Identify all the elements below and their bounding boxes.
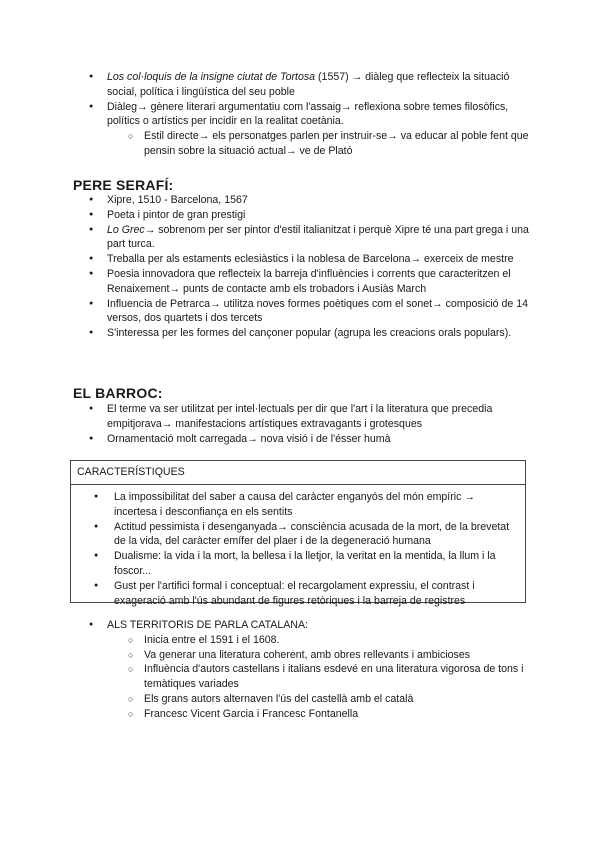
list-item: ● Los col·loquis de la insigne ciutat de Tortosa (1557) → diàleg que reflecteix la situació social, política i lingüística del seu poble (0, 70, 530, 100)
section-heading-barroc: EL BARROC: (73, 385, 163, 401)
list-item: ● El terme va ser utilitzat per intel·lectuals per dir que l'art i la literatura que precedia empitjorava→ manifestacions artístiques extravagants i grotesques (0, 402, 530, 432)
list-item: ● Poesia innovadora que reflecteix la barreja d'influències i corrents que caracteritzen el Renaixement→ punts de contacte amb els trobadors i Ausiàs March (0, 267, 530, 297)
territoris-list (0, 618, 530, 722)
list-item: ● Gust per l'artifici formal i conceptual: el recargolament expressiu, el contrast i exageració amb l'ús abundant de figures retòriques i la barreja de registres (71, 579, 517, 609)
list-item: ● Lo Grec→ sobrenom per ser pintor d'estil italianitzat i perquè Xipre té una part grega i una part turca. (0, 223, 530, 253)
list-sub-item: ○ Estil directe→ els personatges parlen per instruir-se→ va educar al poble fent que pensin sobre la situació actual→ ve de Plató (0, 129, 530, 159)
work-title: Los col·loquis de la insigne ciutat de Tortosa (107, 71, 316, 83)
section-heading-serafi: PERE SERAFÍ: (73, 177, 174, 193)
characteristics-list (71, 485, 525, 608)
list-sub-item: ○ Inicia entre el 1591 i el 1608. (0, 633, 530, 648)
barroc-list (0, 402, 530, 446)
nickname: Lo Grec (107, 223, 145, 236)
serafi-list (0, 193, 530, 341)
list-sub-item: ○ Influència d'autors castellans i italians esdevé en una literatura vigorosa de tons i temàtiques variades (0, 662, 530, 692)
list-item: ● Dualisme: la vida i la mort, la bellesa i la lletjor, la veritat en la mentida, la llum i la foscor... (71, 549, 517, 579)
list-sub-item: ○ Va generar una literatura coherent, amb obres rellevants i ambicioses (0, 648, 530, 663)
list-item: ● Ornamentació molt carregada→ nova visió i de l'ésser humà (0, 432, 530, 447)
list-sub-item: ○ Francesc Vicent Garcia i Francesc Fontanella (0, 707, 530, 722)
list-item: ● Treballa per als estaments eclesiàstics i la noblesa de Barcelona→ exerceix de mestre (0, 252, 530, 267)
list-item: ● Poeta i pintor de gran prestigi (0, 208, 530, 223)
intro-list (0, 70, 530, 159)
characteristics-box (70, 460, 526, 607)
list-item: ● La impossibilitat del saber a causa del caràcter enganyós del món empíric → incertesa i desconfiança en els sentits (71, 490, 517, 520)
list-item: ● Influencia de Petrarca→ utilitza noves formes poètiques com el sonet→ composició de 14 versos, dos quartets i dos tercets (0, 297, 530, 327)
list-item: ● ALS TERRITORIS DE PARLA CATALANA: (0, 618, 530, 633)
box-heading: CARACTERÍSTIQUES (71, 461, 525, 485)
list-item: ● Actitud pessimista i desenganyada→ consciència acusada de la mort, de la brevetat de la vida, del caràcter emífer del plaer i de la degeneració humana (71, 520, 517, 550)
list-item: ● Diàleg→ gènere literari argumentatiu com l'assaig→ reflexiona sobre temes filosòfics, polítics o artístics per incidir en la realitat coetània. (0, 100, 530, 130)
list-sub-item: ○ Els grans autors alternaven l'ús del castellà amb el català (0, 692, 530, 707)
list-item: ● Xipre, 1510 - Barcelona, 1567 (0, 193, 530, 208)
list-item: ● S'interessa per les formes del cançoner popular (agrupa les creacions orals populars). (0, 326, 530, 341)
